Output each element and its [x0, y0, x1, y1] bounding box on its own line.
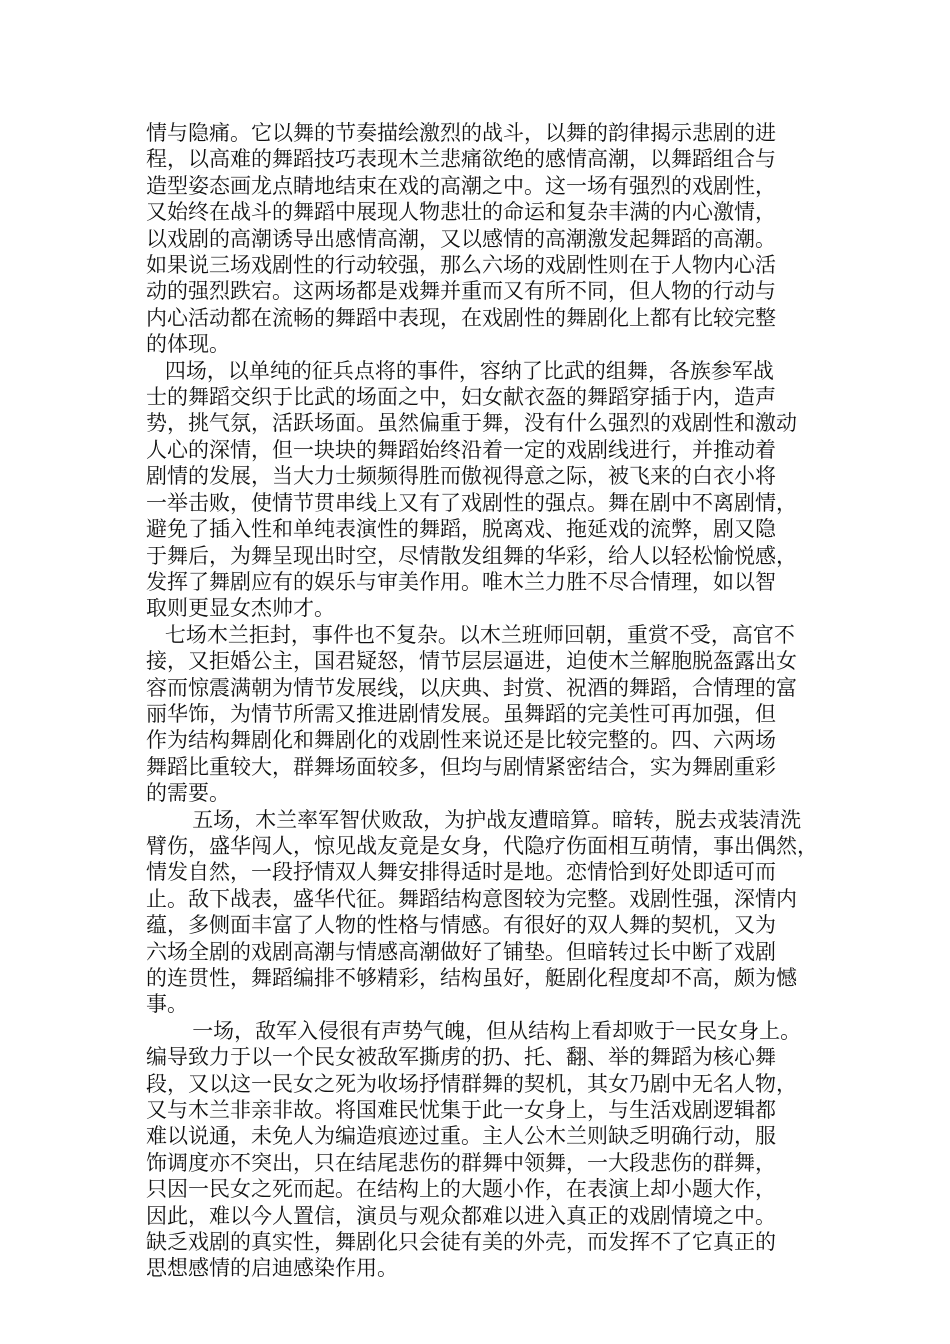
paragraph-5	[146, 1018, 808, 1282]
text-line: 内心活动都在流畅的舞蹈中表现，在戏剧性的舞剧化上都有比较完整	[146, 305, 776, 330]
text-line: 一场，敌军入侵很有声势气魄，但从结构上看却败于一民女身上。	[192, 1018, 802, 1043]
text-line: 程，以高难的舞蹈技巧表现木兰悲痛欲绝的感情高潮，以舞蹈组合与	[146, 147, 776, 172]
text-line: 避免了插入性和单纯表演性的舞蹈，脱离戏、拖延戏的流弊，剧又隐	[146, 517, 776, 542]
text-line: 如果说三场戏剧性的行动较强，那么六场的戏剧性则在于人物内心活	[146, 253, 776, 278]
text-line: 编导致力于以一个民女被敌军撕虏的扔、托、翻、举的舞蹈为核心舞	[146, 1045, 776, 1070]
text-line: 的体现。	[146, 332, 230, 357]
text-line: 七场木兰拒封，事件也不复杂。以木兰班师回朝，重赏不受，高官不	[164, 622, 795, 647]
text-line: 的连贯性，舞蹈编排不够精彩，结构虽好，艇剧化程度却不高，颇为憾	[146, 966, 797, 990]
text-line: 蕴，多侧面丰富了人物的性格与情感。有很好的双人舞的契机，又为	[146, 913, 776, 938]
text-line: 难以说通，未免人为编造痕迹过重。主人公木兰则缺乏明确行动，服	[146, 1124, 776, 1149]
text-line: 五场，木兰率军智伏败敌，为护战友遭暗算。暗转，脱去戎装清洗	[192, 807, 802, 832]
text-line: 思想感情的启迪感染作用。	[146, 1256, 398, 1281]
text-line: 情与隐痛。它以舞的节奏描绘激烈的战斗，以舞的韵律揭示悲剧的进	[146, 121, 776, 145]
text-line: 接，又拒婚公主，国君疑怒，情节层层逼进，迫使木兰解胞脱盔露出女	[146, 649, 797, 674]
text-line: 于舞后，为舞呈现出时空，尽情散发组舞的华彩，给人以轻松愉悦感，	[146, 543, 797, 568]
text-line: 发挥了舞剧应有的娱乐与审美作用。唯木兰力胜不尽合情理，如以智	[146, 569, 776, 594]
text-line: 臂伤，盛华闯人，惊见战友竟是女身，代隐疗伤面相互萌情，事出偶然，	[146, 833, 818, 858]
text-line: 饰调度亦不突出，只在结尾悲伤的群舞中领舞，一大段悲伤的群舞，	[146, 1150, 776, 1175]
paragraph-2	[146, 358, 808, 622]
text-line: 六场全剧的戏剧高潮与情感高潮做好了铺垫。但暗转过长中断了戏剧	[146, 939, 776, 964]
text-line: 的需要。	[146, 781, 230, 806]
paragraph-4	[146, 807, 818, 1018]
text-line: 造型姿态画龙点睛地结束在戏的高潮之中。这一场有强烈的戏剧性，	[146, 173, 776, 198]
text-line: 容而惊震满朝为情节发展线，以庆典、封赏、祝酒的舞蹈，合情理的富	[146, 675, 797, 700]
text-line: 又与木兰非亲非故。将国难民忧集于此一女身上，与生活戏剧逻辑都	[146, 1098, 776, 1123]
paragraph-3	[146, 622, 808, 807]
text-line: 缺乏戏剧的真实性，舞剧化只会徒有美的外壳，而发挥不了它真正的	[146, 1230, 776, 1255]
text-line: 作为结构舞剧化和舞剧化的戏剧性来说还是比较完整的。四、六两场	[146, 728, 776, 753]
text-line: 因此，难以今人置信，演员与观众都难以进入真正的戏剧情境之中。	[146, 1203, 776, 1228]
text-line: 止。敌下战表，盛华代征。舞蹈结构意图较为完整。戏剧性强，深情内	[146, 886, 797, 911]
text-line: 四场，以单纯的征兵点将的事件，容纳了比武的组舞，各族参军战	[164, 358, 774, 383]
text-line: 段，又以这一民女之死为收场抒情群舞的契机，其女乃剧中无名人物，	[146, 1071, 797, 1096]
text-line: 情发自然，一段抒情双人舞安排得适时是地。恋情恰到好处即适可而	[146, 860, 776, 885]
text-line: 以戏剧的高潮诱导出感情高潮，又以感情的高潮激发起舞蹈的高潮。	[146, 226, 776, 251]
text-line: 舞蹈比重较大，群舞场面较多，但均与剧情紧密结合，实为舞剧重彩	[146, 754, 776, 779]
text-line: 剧情的发展，当大力士频频得胜而傲视得意之际，被飞来的白衣小将	[146, 464, 776, 489]
text-line: 人心的深情，但一块块的舞蹈始终沿着一定的戏剧线进行，并推动着	[146, 437, 776, 462]
text-line: 事。	[146, 992, 188, 1017]
body-text	[146, 120, 818, 1282]
text-line: 丽华饰，为情节所需又推进剧情发展。虽舞蹈的完美性可再加强，但	[146, 701, 776, 726]
text-line: 士的舞蹈交织于比武的场面之中，妇女献衣盔的舞蹈穿插于内，造声	[146, 385, 776, 410]
text-line: 一举击败，使情节贯串线上又有了戏剧性的强点。舞在剧中不离剧情，	[146, 490, 797, 515]
text-line: 又始终在战斗的舞蹈中展现人物悲壮的命运和复杂丰满的内心激情，	[146, 200, 776, 225]
text-line: 取则更显女杰帅才。	[146, 596, 335, 621]
paragraph-1	[146, 120, 808, 358]
text-line: 动的强烈跌宕。这两场都是戏舞并重而又有所不同，但人物的行动与	[146, 279, 776, 304]
text-line: 势，挑气氛，活跃场面。虽然偏重于舞，没有什么强烈的戏剧性和激动	[146, 411, 797, 436]
text-line: 只因一民女之死而起。在结构上的大题小作，在表演上却小题大作，	[146, 1177, 776, 1202]
